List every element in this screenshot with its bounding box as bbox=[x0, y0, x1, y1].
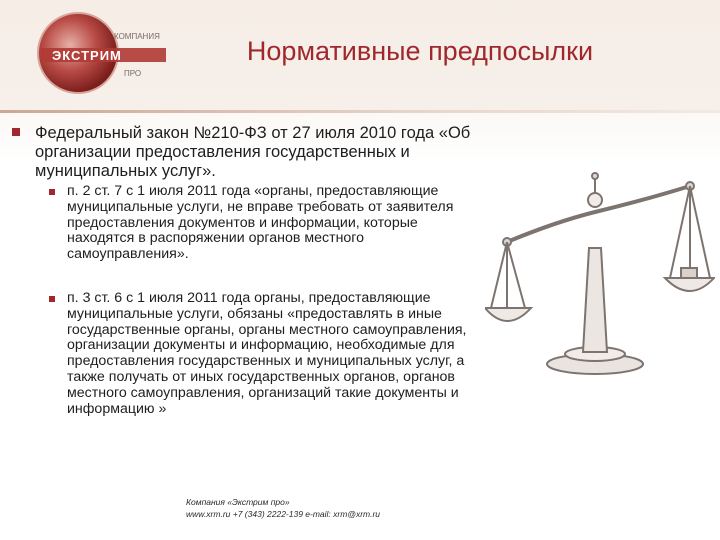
logo-line3: ПРО bbox=[124, 69, 142, 78]
bullet-marker bbox=[12, 128, 20, 136]
logo-line1: КОМПАНИЯ bbox=[114, 32, 160, 41]
main-bullet-text: Федеральный закон №210-ФЗ от 27 июля 2010 года «Об организации предоставления государственных и муниципальных услуг». bbox=[35, 124, 471, 180]
sub-bullet-text: п. 3 ст. 6 с 1 июля 2011 года органы, предоставляющие муниципальные услуги, обязаны «предоставлять в иные государственные органы, органы местного самоуправления, организации документы и информацию, необходимые для предоставления государственных и муниципальных услуг, а также получать от иных государственных органов, органов местного самоуправления, организаций такие документы и информацию » bbox=[67, 290, 467, 417]
scales-of-justice-icon bbox=[485, 138, 715, 388]
bullet-marker bbox=[49, 189, 55, 195]
header bbox=[0, 0, 720, 112]
footer-company: Компания «Экстрим про» bbox=[186, 497, 290, 507]
header-divider bbox=[0, 110, 720, 113]
footer-contacts: www.xrm.ru +7 (343) 2222-139 e-mail: xrm@xrm.ru bbox=[186, 509, 381, 519]
page-title: Нормативные предпосылки bbox=[246, 36, 594, 66]
footer bbox=[186, 496, 486, 520]
logo-line2: ЭКСТРИМ bbox=[52, 48, 122, 63]
company-logo bbox=[36, 6, 186, 106]
sub-bullet-text: п. 2 ст. 7 с 1 июля 2011 года «органы, предоставляющие муниципальные услуги, не вправе требовать от заявителя предоставления документов и информации, которые находятся в распоряжении органов местного самоуправления». bbox=[67, 183, 454, 263]
bullet-marker bbox=[49, 296, 55, 302]
